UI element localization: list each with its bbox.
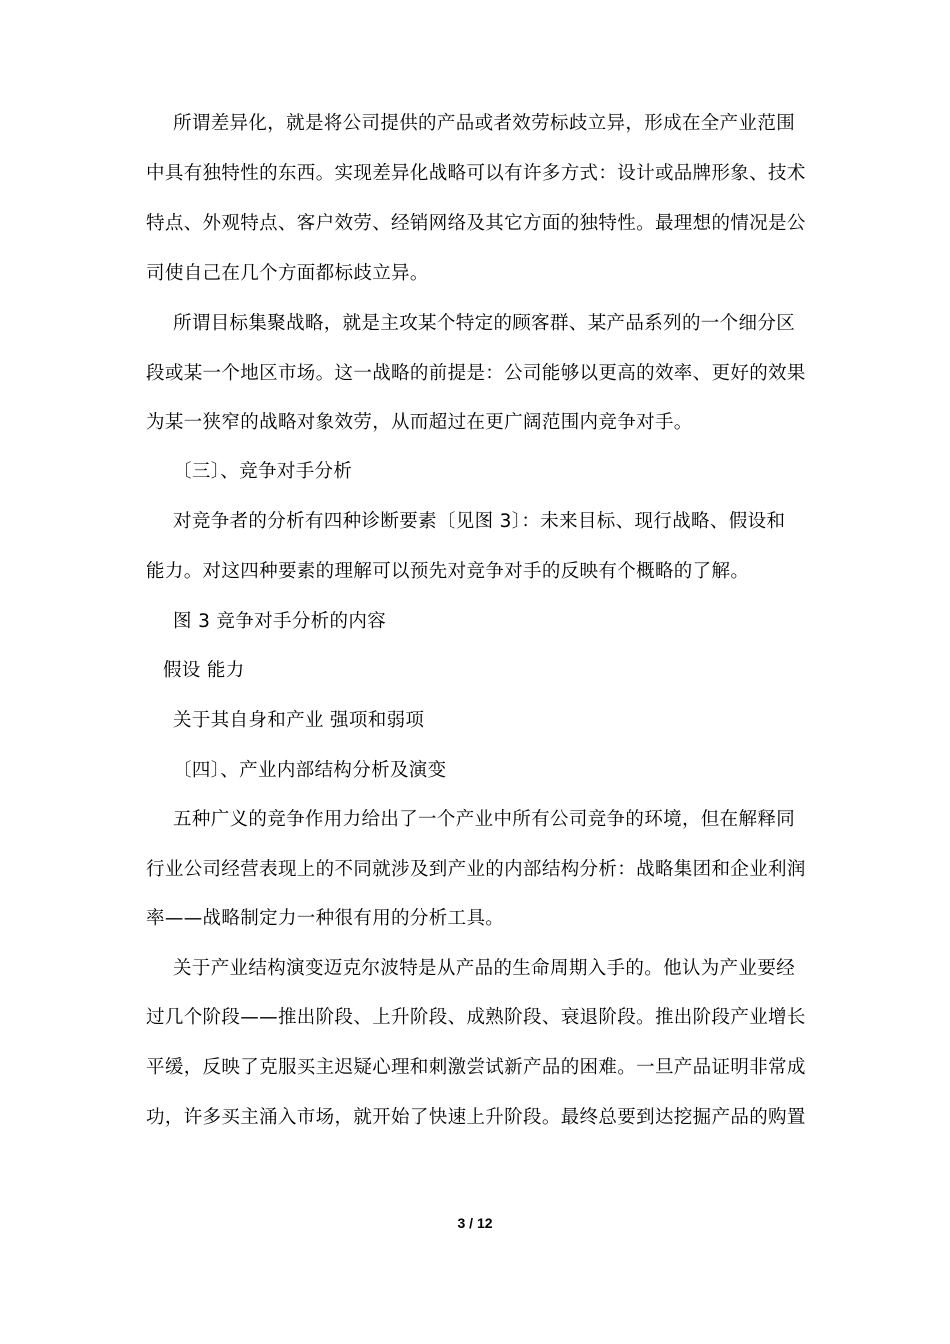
page-number-indicator: 3 / 12 xyxy=(457,1215,493,1231)
paragraph-1-line-3: 特点、外观特点、客户效劳、经销网络及其它方面的独特性。最理想的情况是公 xyxy=(146,213,806,234)
paragraph-3-line-1: 对竞争者的分析有四种诊断要素〔见图 3〕：未来目标、现行战略、假设和 xyxy=(173,511,786,532)
paragraph-1-line-4: 司使自己在几个方面都标歧立异。 xyxy=(146,263,429,284)
figure-label-row-1: 假设 能力 xyxy=(163,660,245,681)
paragraph-5-line-3: 平缓，反映了克服买主迟疑心理和刺激尝试新产品的困难。一旦产品证明非常成 xyxy=(146,1057,806,1078)
paragraph-3-line-2: 能力。对这四种要素的理解可以预先对竞争对手的反映有个概略的了解。 xyxy=(146,561,750,582)
paragraph-5-line-1: 关于产业结构演变迈克尔波特是从产品的生命周期入手的。他认为产业要经 xyxy=(173,958,796,979)
section-heading-3: 〔三〕、竞争对手分析 xyxy=(173,461,353,482)
paragraph-4-line-2: 行业公司经营表现上的不同就涉及到产业的内部结构分析：战略集团和企业利润 xyxy=(146,859,806,880)
paragraph-1-line-2: 中具有独特性的东西。实现差异化战略可以有许多方式：设计或品牌形象、技术 xyxy=(146,163,806,184)
paragraph-4-line-1: 五种广义的竞争作用力给出了一个产业中所有公司竞争的环境，但在解释同 xyxy=(173,809,796,830)
figure-label-row-2: 关于其自身和产业 强项和弱项 xyxy=(173,710,425,731)
paragraph-2-line-1: 所谓目标集聚战略，就是主攻某个特定的顾客群、某产品系列的一个细分区 xyxy=(173,313,796,334)
paragraph-5-line-2: 过几个阶段——推出阶段、上升阶段、成熟阶段、衰退阶段。推出阶段产业增长 xyxy=(146,1007,806,1028)
section-heading-4: 〔四〕、产业内部结构分析及演变 xyxy=(173,760,447,781)
paragraph-4-line-3: 率——战略制定力一种很有用的分析工具。 xyxy=(146,908,505,929)
figure-caption: 图 3 竞争对手分析的内容 xyxy=(173,611,387,632)
paragraph-5-line-4: 功，许多买主涌入市场，就开始了快速上升阶段。最终总要到达挖掘产品的购置 xyxy=(146,1107,806,1128)
paragraph-2-line-2: 段或某一个地区市场。这一战略的前提是：公司能够以更高的效率、更好的效果 xyxy=(146,363,806,384)
paragraph-2-line-3: 为某一狭窄的战略对象效劳，从而超过在更广阔范围内竞争对手。 xyxy=(146,412,693,433)
paragraph-1-line-1: 所谓差异化，就是将公司提供的产品或者效劳标歧立异，形成在全产业范围 xyxy=(173,113,796,134)
